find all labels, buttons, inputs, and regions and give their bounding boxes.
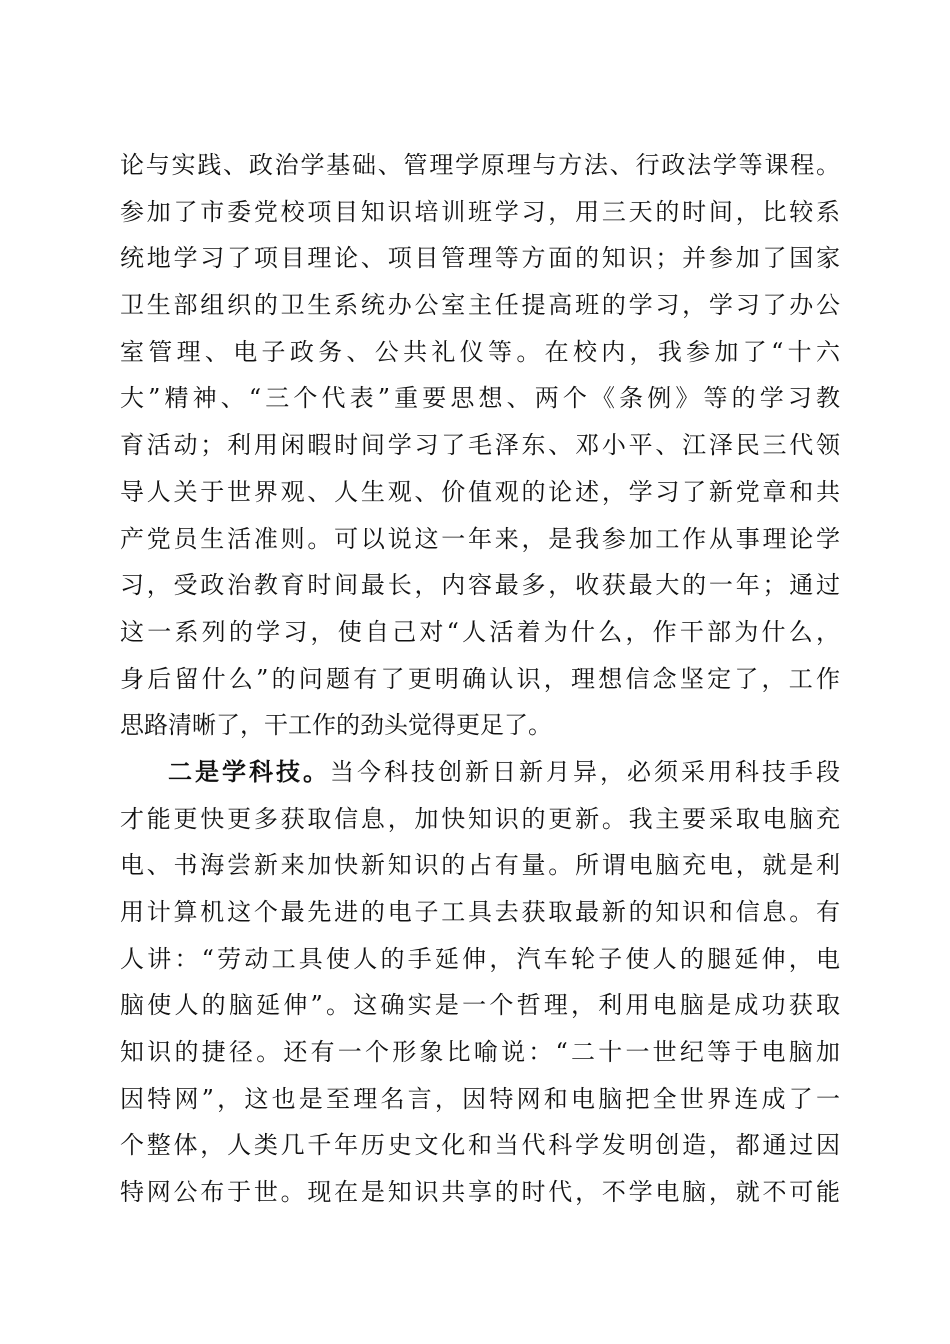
text-line: 才能更快更多获取信息，加快知识的更新。我主要采取电脑充	[120, 804, 840, 833]
text-line: 产党员生活准则。可以说这一年来，是我参加工作从事理论学	[120, 524, 840, 553]
text-line: 用计算机这个最先进的电子工具去获取最新的知识和信息。有	[120, 898, 840, 926]
text-line: 因特网”，这也是至理名言，因特网和电脑把全世界连成了一	[120, 1084, 840, 1113]
text-line: 特网公布于世。现在是知识共享的时代，不学电脑，就不可能	[120, 1178, 840, 1207]
text-line: 电、书海尝新来加快新知识的占有量。所谓电脑充电，就是利	[120, 851, 840, 880]
text-line: 习，受政治教育时间最长，内容最多，收获最大的一年；通过	[120, 571, 840, 600]
paragraph-2	[120, 749, 840, 1216]
text-line: 论与实践、政治学基础、管理学原理与方法、行政法学等课程。	[120, 151, 840, 179]
body-text	[120, 142, 840, 1216]
text-line: 这一系列的学习，使自己对“人活着为什么，作干部为什么，	[120, 617, 840, 646]
paragraph-heading: 二是学科技。	[168, 756, 330, 786]
paragraph-first-line	[120, 749, 840, 796]
text-line: 参加了市委党校项目知识培训班学习，用三天的时间，比较系	[120, 197, 840, 226]
paragraph-1	[120, 142, 840, 749]
text-line: 室管理、电子政务、公共礼仪等。在校内，我参加了“十六	[120, 337, 840, 366]
text-line: 大”精神、“三个代表”重要思想、两个《条例》等的学习教	[120, 384, 840, 413]
text-line: 脑使人的脑延伸”。这确实是一个哲理，利用电脑是成功获取	[120, 991, 840, 1020]
text-line: 卫生部组织的卫生系统办公室主任提高班的学习，学习了办公	[120, 291, 840, 320]
text-line: 思路清晰了，干工作的劲头觉得更足了。	[120, 711, 552, 740]
text-line: 导人关于世界观、人生观、价值观的论述，学习了新党章和共	[120, 477, 840, 506]
text-segment: 当今科技创新日新月异，必须采用科技手段	[330, 757, 840, 786]
text-line: 人讲：“劳动工具使人的手延伸，汽车轮子使人的腿延伸，电	[120, 944, 840, 973]
text-line: 育活动；利用闲暇时间学习了毛泽东、邓小平、江泽民三代领	[120, 431, 840, 460]
text-line: 个整体，人类几千年历史文化和当代科学发明创造，都通过因	[120, 1131, 840, 1160]
text-line: 知识的捷径。还有一个形象比喻说：“二十一世纪等于电脑加	[120, 1038, 840, 1067]
text-line: 身后留什么”的问题有了更明确认识，理想信念坚定了，工作	[120, 664, 840, 693]
text-line: 统地学习了项目理论、项目管理等方面的知识；并参加了国家	[120, 244, 840, 273]
